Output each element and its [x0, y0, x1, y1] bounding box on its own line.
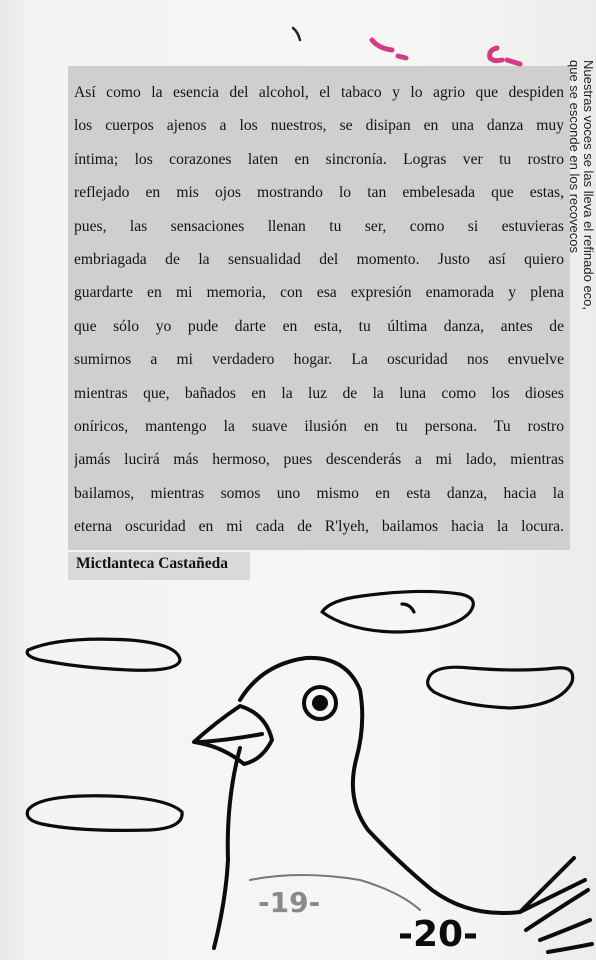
cloud-left-icon	[27, 639, 180, 670]
poem-line: embriagada de la sensualidad del momento. Justo así quiero	[74, 251, 564, 269]
margin-note-inner: que se esconde en los recovecos	[567, 60, 582, 253]
ink-tick-mark	[293, 28, 300, 40]
poem-line: jamás lucirá más hermoso, pues descenderás a mi lado, mientras	[74, 451, 564, 469]
margin-note-outer: Nuestras voces se las lleva el refinado eco,	[581, 60, 596, 311]
poem-line: íntima; los corazones laten en sincronía. Logras ver tu rostro	[74, 150, 564, 168]
author-name: Mictlanteca Castañeda	[76, 555, 228, 572]
page-number: -20-	[398, 914, 478, 955]
poem-line: oníricos, mantengo la suave ilusión en tu persona. Tu rostro	[74, 418, 564, 436]
faint-page-number: -19-	[258, 886, 321, 919]
bird-drawing	[194, 658, 592, 952]
cloud-icons	[27, 591, 572, 830]
bird-front-outline	[214, 748, 240, 948]
poem-line: Así como la esencia del alcohol, el tabaco y lo agrio que despiden	[74, 84, 564, 101]
cloud-top-icon	[322, 591, 473, 632]
poem-line: eterna oscuridad en mi cada de R'lyeh, bailamos hacia la locura.	[74, 518, 564, 536]
poem-line: guardarte en mi memoria, con esa expresión enamorada y plena	[74, 284, 564, 302]
cloud-right-icon	[428, 667, 573, 708]
poem-line: bailamos, mientras somos uno mismo en esta danza, hacia la	[74, 484, 564, 502]
poem-line: sumirnos a mi verdadero hogar. La oscuridad nos envuelve	[74, 351, 564, 369]
poem-line: mientras que, bañados en la luz de la luna como los dioses	[74, 384, 564, 402]
magenta-marks	[372, 40, 520, 64]
poem-line: los cuerpos ajenos a los nuestros, se disipan en una danza muy	[74, 117, 564, 135]
poem-line: reflejado en mis ojos mostrando lo tan embelesada que estas,	[74, 184, 564, 202]
poem-line: pues, las sensaciones llenan tu ser, como si estuvieras	[74, 217, 564, 235]
cloud-bottom-icon	[27, 796, 182, 831]
poem-line: que sólo yo pude darte en esta, tu última danza, antes de	[74, 317, 564, 335]
bird-beak-line	[200, 734, 262, 742]
